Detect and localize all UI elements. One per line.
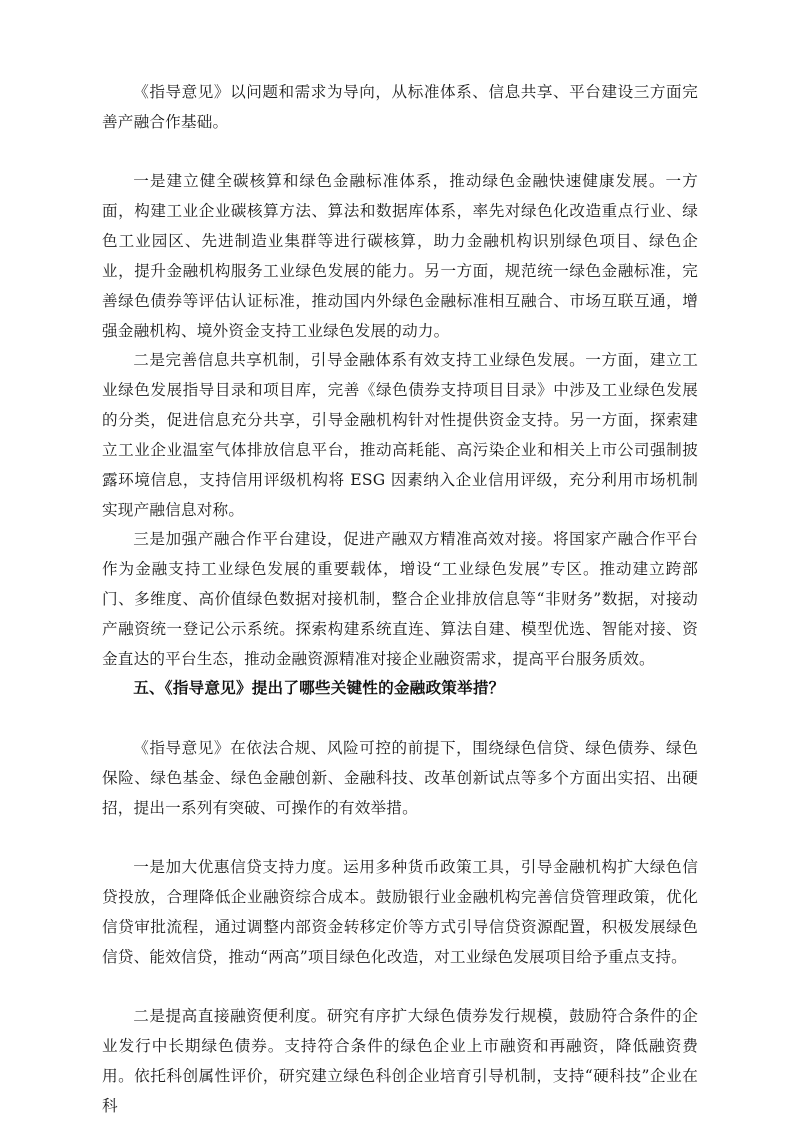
paragraph-intro [102, 77, 698, 137]
paragraph-standards [102, 166, 698, 346]
paragraph: 二是完善信息共享机制，引导金融体系有效支持工业绿色发展。一方面，建立工业绿色发展指导目录和项目库，完善《绿色债券支持项目目录》中涉及工业绿色发展的分类，促进信息充分共享，引导金融机构针对性提供资金支持。另一方面，探索建立工业企业温室气体排放信息平台，推动高耗能、高污染企业和相关上市公司强制披露环境信息，支持信用评级机构将 ESG 因素纳入企业信用评级，充分利用市场机制实现产融信息对称。 [102, 351, 698, 519]
paragraph-platform [102, 524, 698, 674]
paragraph-info-sharing [102, 345, 698, 525]
paragraph: 一是建立健全碳核算和绿色金融标准体系，推动绿色金融快速健康发展。一方面，构建工业企业碳核算方法、算法和数据库体系，率先对绿色化改造重点行业、绿色工业园区、先进制造业集群等进行碳核算，助力金融机构识别绿色项目、绿色企业，提升金融机构服务工业绿色发展的能力。另一方面，规范统一绿色金融标准，完善绿色债券等评估认证标准，推动国内外绿色金融标准相互融合、市场互联互通，增强金融机构、境外资金支持工业绿色发展的动力。 [102, 172, 698, 340]
paragraph-direct-financing [102, 1001, 698, 1121]
paragraph: 《指导意见》在依法合规、风险可控的前提下，围绕绿色信贷、绿色债券、绿色保险、绿色基金、绿色金融创新、金融科技、改革创新试点等多个方面出实招、出硬招，提出一系列有突破、可操作的有效举措。 [102, 739, 698, 817]
paragraph: 三是加强产融合作平台建设，促进产融双方精准高效对接。将国家产融合作平台作为金融支持工业绿色发展的重要载体，增设“工业绿色发展”专区。推动建立跨部门、多维度、高价值绿色数据对接机制，整合企业排放信息等“非财务”数据，对接动产融资统一登记公示系统。探索构建系统直连、算法自建、模型优选、智能对接、资金直达的平台生态，推动金融资源精准对接企业融资需求，提高平台服务质效。 [102, 530, 698, 668]
paragraph: 《指导意见》以问题和需求为导向，从标准体系、信息共享、平台建设三方面完善产融合作基础。 [102, 83, 698, 131]
paragraph: 一是加大优惠信贷支持力度。运用多种货币政策工具，引导金融机构扩大绿色信贷投放，合理降低企业融资综合成本。鼓励银行业金融机构完善信贷管理政策，优化信贷审批流程，通过调整内部资金转移定价等方式引导信贷资源配置，积极发展绿色信贷、能效信贷，推动“两高”项目绿色化改造，对工业绿色发展项目给予重点支持。 [102, 858, 698, 966]
section-heading: 五、《指导意见》提出了哪些关键性的金融政策举措？ [133, 679, 505, 697]
paragraph-measures-intro [102, 733, 698, 823]
paragraph-credit [102, 852, 698, 972]
paragraph: 二是提高直接融资便利度。研究有序扩大绿色债券发行规模，鼓励符合条件的企业发行中长期绿色债券。支持符合条件的绿色企业上市融资和再融资，降低融资费用。依托科创属性评价，研究建立绿色科创企业培育引导机制，支持“硬科技”企业在科 [102, 1007, 698, 1115]
